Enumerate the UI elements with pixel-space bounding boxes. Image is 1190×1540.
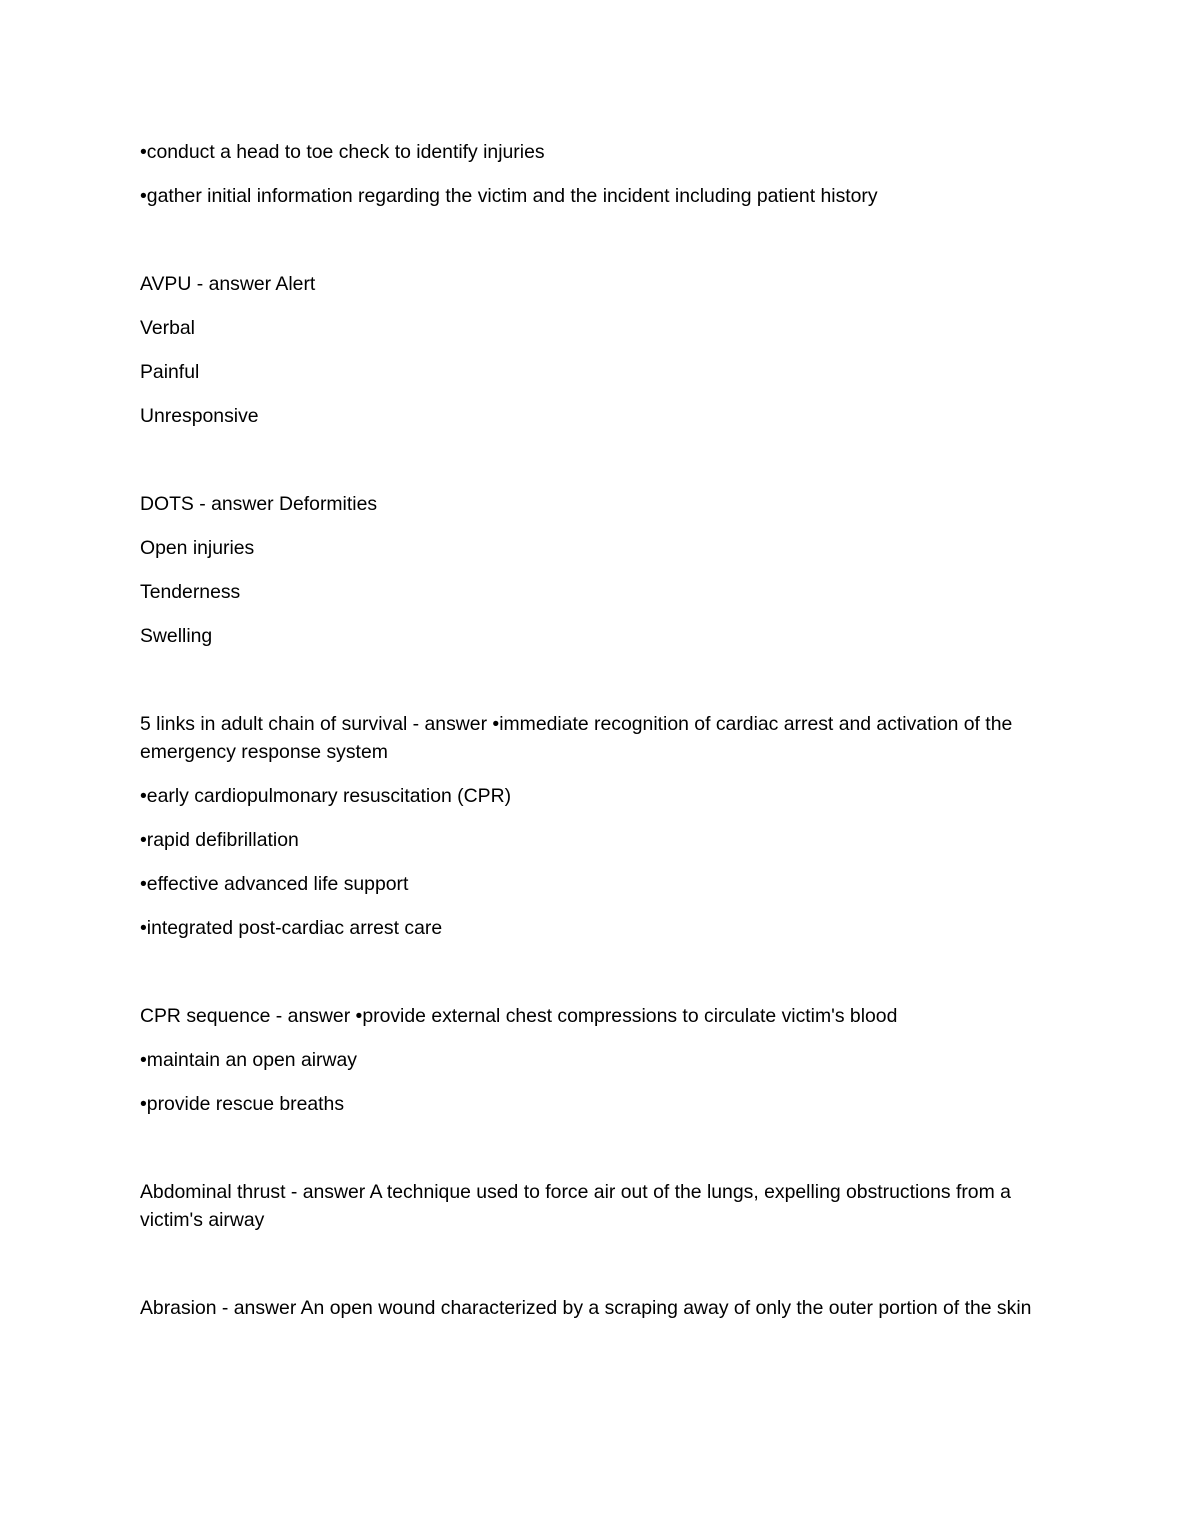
list-item xyxy=(140,490,1060,650)
text-line: Unresponsive xyxy=(140,405,259,427)
list-item xyxy=(140,1002,1060,1118)
text-line: •rapid defibrillation xyxy=(140,829,299,851)
spacer xyxy=(140,958,1060,1002)
text-line: AVPU - answer Alert xyxy=(140,273,316,295)
text-line: CPR sequence - answer •provide external chest compressions to circulate victim's blood xyxy=(140,1005,898,1027)
text-line: •conduct a head to toe check to identify injuries xyxy=(140,141,545,163)
text-line: Verbal xyxy=(140,317,195,339)
text-line: Swelling xyxy=(140,625,213,647)
list-item xyxy=(140,1178,1060,1234)
text-line: •early cardiopulmonary resuscitation (CPR) xyxy=(140,785,512,807)
spacer xyxy=(140,1134,1060,1178)
text-line: Open injuries xyxy=(140,537,255,559)
list-item xyxy=(140,270,1060,430)
text-line: 5 links in adult chain of survival - answer •immediate recognition of cardiac arrest and activation of the emergency response system xyxy=(140,713,1013,763)
text-line: Abrasion - answer An open wound characterized by a scraping away of only the outer portion of the skin xyxy=(140,1297,1032,1319)
spacer xyxy=(140,1250,1060,1294)
spacer xyxy=(140,226,1060,270)
list-item xyxy=(140,1294,1060,1322)
text-line: •effective advanced life support xyxy=(140,873,409,895)
spacer xyxy=(140,666,1060,710)
spacer xyxy=(140,446,1060,490)
text-line: Tenderness xyxy=(140,581,241,603)
text-line: •gather initial information regarding the victim and the incident including patient history xyxy=(140,185,878,207)
list-item xyxy=(140,710,1060,942)
text-line: DOTS - answer Deformities xyxy=(140,493,378,515)
text-line: Abdominal thrust - answer A technique used to force air out of the lungs, expelling obstructions from a victim's airway xyxy=(140,1181,1011,1231)
list-item xyxy=(140,138,1060,210)
text-line: •integrated post-cardiac arrest care xyxy=(140,917,443,939)
text-line: •maintain an open airway xyxy=(140,1049,357,1071)
text-line: Painful xyxy=(140,361,200,383)
text-line: •provide rescue breaths xyxy=(140,1093,345,1115)
